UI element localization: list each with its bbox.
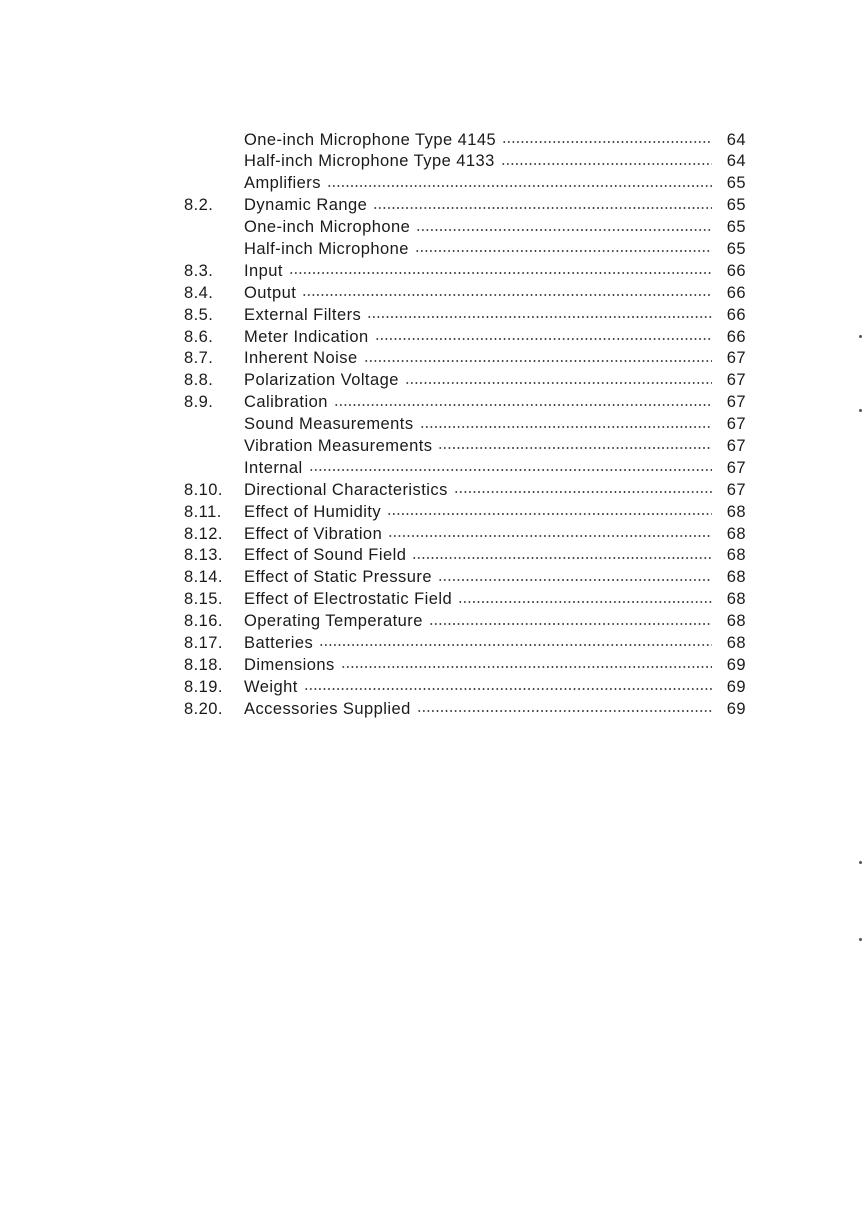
- dot-leader: [375, 328, 712, 345]
- section-number: 8.20.: [184, 699, 223, 718]
- page-number: 67: [726, 371, 746, 390]
- section-number: 8.17.: [184, 633, 223, 652]
- section-title: Effect of Vibration: [244, 524, 383, 543]
- dot-leader: [373, 197, 712, 214]
- page-number: 64: [726, 130, 746, 149]
- dot-leader: [502, 131, 712, 148]
- section-title: Input: [244, 261, 283, 280]
- toc-entry: [184, 281, 746, 303]
- section-title: External Filters: [244, 305, 362, 324]
- dot-leader: [420, 416, 712, 433]
- section-title: Weight: [244, 677, 298, 696]
- section-title: Sound Measurements: [244, 415, 414, 434]
- section-title: Dynamic Range: [244, 196, 368, 215]
- page-number: 68: [726, 524, 746, 543]
- dot-leader: [309, 459, 712, 476]
- page-number: 68: [726, 612, 746, 631]
- dot-leader: [364, 350, 712, 367]
- page-number: 69: [726, 699, 746, 718]
- toc-entry: [184, 588, 746, 610]
- dot-leader: [417, 700, 712, 717]
- dot-leader: [454, 481, 712, 498]
- dot-leader: [302, 284, 712, 301]
- toc-entry: [184, 544, 746, 566]
- toc-entry: [184, 610, 746, 632]
- dot-leader: [458, 591, 712, 608]
- toc-entry: [184, 413, 746, 435]
- toc-entry: [184, 456, 746, 478]
- toc-entry: [184, 128, 746, 150]
- section-number: 8.16.: [184, 612, 223, 631]
- scan-speck: [859, 861, 862, 864]
- dot-leader: [334, 394, 712, 411]
- section-number: 8.13.: [184, 546, 223, 565]
- dot-leader: [341, 656, 712, 673]
- dot-leader: [412, 547, 712, 564]
- section-title: Half-inch Microphone: [244, 239, 409, 258]
- toc-entry: [184, 325, 746, 347]
- section-number: 8.10.: [184, 480, 223, 499]
- page-number: 67: [726, 436, 746, 455]
- toc-entry: [184, 434, 746, 456]
- section-title: Dimensions: [244, 655, 335, 674]
- page-number: 67: [726, 415, 746, 434]
- section-number: 8.14.: [184, 568, 223, 587]
- dot-leader: [438, 437, 712, 454]
- page-number: 64: [726, 152, 746, 171]
- toc-entry: [184, 259, 746, 281]
- page-number: 69: [726, 655, 746, 674]
- page-number: 68: [726, 633, 746, 652]
- toc-entry: [184, 237, 746, 259]
- section-number: 8.11.: [184, 502, 222, 521]
- dot-leader: [416, 219, 712, 236]
- toc-entry: [184, 675, 746, 697]
- section-title: Effect of Humidity: [244, 502, 382, 521]
- toc-entry: [184, 216, 746, 238]
- toc-entry: [184, 566, 746, 588]
- dot-leader: [438, 569, 712, 586]
- page-number: 66: [726, 261, 746, 280]
- table-of-contents: [184, 128, 746, 719]
- dot-leader: [304, 678, 712, 695]
- dot-leader: [387, 503, 712, 520]
- section-title: Inherent Noise: [244, 349, 358, 368]
- section-title: Polarization Voltage: [244, 371, 399, 390]
- section-title: Effect of Sound Field: [244, 546, 407, 565]
- page-number: 67: [726, 458, 746, 477]
- section-number: 8.8.: [184, 371, 214, 390]
- scan-speck: [859, 409, 862, 412]
- dot-leader: [319, 634, 712, 651]
- section-title: Meter Indication: [244, 327, 369, 346]
- page-number: 67: [726, 393, 746, 412]
- section-number: 8.5.: [184, 305, 214, 324]
- section-title: Directional Characteristics: [244, 480, 448, 499]
- dot-leader: [405, 372, 712, 389]
- page-number: 68: [726, 590, 746, 609]
- page-number: 65: [726, 218, 746, 237]
- dot-leader: [289, 262, 712, 279]
- dot-leader: [327, 175, 712, 192]
- section-title: Effect of Electrostatic Field: [244, 590, 453, 609]
- section-number: 8.19.: [184, 677, 223, 696]
- page-number: 65: [726, 196, 746, 215]
- section-title: Output: [244, 283, 297, 302]
- toc-entry: [184, 369, 746, 391]
- section-title: Vibration Measurements: [244, 436, 433, 455]
- toc-entry: [184, 697, 746, 719]
- section-number: 8.3.: [184, 261, 214, 280]
- toc-entry: [184, 391, 746, 413]
- toc-entry: [184, 172, 746, 194]
- toc-entry: [184, 500, 746, 522]
- section-number: 8.15.: [184, 590, 223, 609]
- section-number: 8.18.: [184, 655, 223, 674]
- section-title: Internal: [244, 458, 303, 477]
- dot-leader: [388, 525, 712, 542]
- page-number: 65: [726, 239, 746, 258]
- page-number: 67: [726, 349, 746, 368]
- section-title: One-inch Microphone: [244, 218, 411, 237]
- toc-entry: [184, 522, 746, 544]
- section-title: Accessories Supplied: [244, 699, 411, 718]
- toc-entry: [184, 347, 746, 369]
- section-title: Amplifiers: [244, 174, 321, 193]
- dot-leader: [501, 153, 712, 170]
- toc-entry: [184, 631, 746, 653]
- page-number: 68: [726, 502, 746, 521]
- toc-entry: [184, 194, 746, 216]
- toc-entry: [184, 653, 746, 675]
- page-number: 66: [726, 283, 746, 302]
- dot-leader: [367, 306, 712, 323]
- section-title: Calibration: [244, 393, 328, 412]
- page-number: 68: [726, 568, 746, 587]
- section-title: Half-inch Microphone Type 4133: [244, 152, 495, 171]
- page-number: 66: [726, 305, 746, 324]
- section-title: Operating Temperature: [244, 612, 423, 631]
- section-number: 8.4.: [184, 283, 214, 302]
- section-number: 8.9.: [184, 393, 214, 412]
- section-number: 8.7.: [184, 349, 214, 368]
- toc-entry: [184, 150, 746, 172]
- scan-speck: [859, 938, 862, 941]
- section-number: 8.12.: [184, 524, 223, 543]
- page-number: 65: [726, 174, 746, 193]
- toc-entry: [184, 478, 746, 500]
- section-title: One-inch Microphone Type 4145: [244, 130, 497, 149]
- page-number: 66: [726, 327, 746, 346]
- section-number: 8.2.: [184, 196, 214, 215]
- page-number: 68: [726, 546, 746, 565]
- dot-leader: [429, 613, 712, 630]
- page-number: 69: [726, 677, 746, 696]
- section-title: Effect of Static Pressure: [244, 568, 432, 587]
- toc-entry: [184, 303, 746, 325]
- page-number: 67: [726, 480, 746, 499]
- dot-leader: [415, 240, 712, 257]
- scan-speck: [859, 335, 862, 338]
- section-title: Batteries: [244, 633, 314, 652]
- section-number: 8.6.: [184, 327, 214, 346]
